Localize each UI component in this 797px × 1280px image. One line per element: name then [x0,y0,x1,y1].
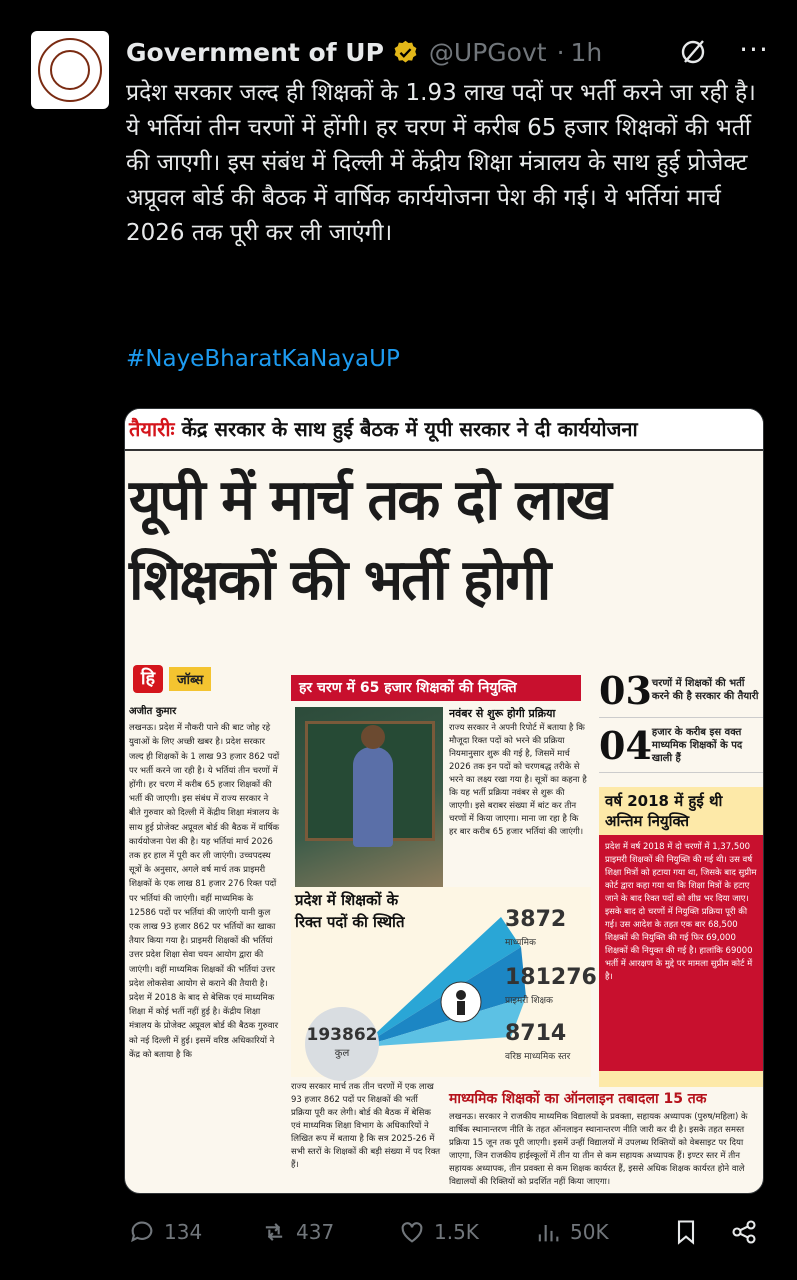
stat-value-senior-secondary: 8714 [505,1021,567,1046]
tweet-text: प्रदेश सरकार जल्द ही शिक्षकों के 1.93 लाख पदों पर भर्ती करने जा रही है। ये भर्तियां तीन चरणों में होंगी। हर चरण में करीब 65 हजार शिक्षकों की भर्ती की जाएगी। इस संबंध में दिल्ली में केंद्रीय शिक्षा मंत्रालय के साथ हुई प्रोजेक्ट अप्रूवल बोर्ड की बैठक में वार्षिक कार्ययोजना पेश की गई। ये भर्तियां मार्च 2026 तक पूरी कर ली जाएंगी। [126,80,756,246]
share-button[interactable] [730,1212,758,1252]
total-label: कुल [334,1048,350,1059]
author-handle[interactable]: @UPGovt [428,37,547,67]
bookmark-button[interactable] [672,1212,700,1252]
like-button[interactable] [398,1212,479,1252]
article-text-1: लखनऊ। प्रदेश में नौकरी पाने की बाट जोह रहे युवाओं के लिए अच्छी खबर है। प्रदेश सरकार जल्द ही शिक्षकों के 1 लाख 93 हजार 862 पदों पर भर्ती करने जा रही है। ये भर्तियां तीन चरणों में होंगी। हर चरण में करीब 65 हजार शिक्षकों की भर्ती की जाएगी। इस संबंध में राज्य सरकार ने बीते गुरुवार को दिल्ली में केंद्रीय शिक्षा मंत्रालय के साथ हुई प्रोजेक्ट अप्रूवल बोर्ड की बैठक में वार्षिक कार्ययोजना पेश की है। यह भर्तियां मार्च 2026 तक हर हाल में पूरी कर ली जाएंगी। उच्चपदस्थ सूत्रों के अनुसार, अगले वर्ष मार्च तक प्राइमरी शिक्षकों के एक लाख 81 हजार 276 रिक्त पदों पर भर्तियां की जाएंगी। वहीं माध्यमिक के 12586 पदों पर भर्तियां की जाएंगी यानी कुल एक लाख 93 हजार 862 पर भर्तियों का खाका तैयार किया गया है। प्राइमरी शिक्षकों की भर्तियां उत्तर प्रदेश शिक्षा सेवा चयन आयोग द्वारा की जाएंगी। वहीं माध्यमिक शिक्षकों की भर्तियां उत्तर प्रदेश लोकसेवा आयोग से कराने की तैयारी है। प्रदेश में 2018 के बाद से बेसिक एवं माध्यमिक शिक्षा में कोई भर्ती नहीं हुई है। केंद्रीय शिक्षा मंत्रालय के प्रोजेक्ट अप्रूवल बोर्ड की बैठक गुरुवार को नई दिल्ली में हुई। इसमें वरिष्ठ अधिकारियों ने केंद्र को बताया है कि [129,723,280,1060]
views-button[interactable] [534,1212,609,1252]
article-column-4: लखनऊ। सरकार ने राजकीय माध्यमिक विद्यालयों के प्रवक्ता, सहायक अध्यापक (पुरुष/महिला) के वार्षिक स्थानान्तरण नीति के तहत ऑनलाइन स्थानान्तरण नीति जारी कर दी है। इसके तहत समस्त प्रक्रिया 15 जून तक पूरी जाएगी। इसमें उन्हीं विद्यालयों में उपलब्ध रिक्तियों को वेबसाइट पर दिया जाएगा, जिन राजकीय हाईस्कूलों में तीन या तीन से कम सहायक अध्यापक हैं। इण्टर स्तर में तीन सहायक अध्यापक, तीन प्रवक्ता से कम शिक्षक कार्यरत हैं, इससे अधिक शिक्षक कार्यरत होने वाले विद्यालयों की रिक्तियों को प्रदर्शित नहीं किया जाएगा। [449,1112,748,1187]
brand-name: जॉब्स [169,667,211,691]
share-icon [730,1218,758,1246]
transfer-heading: माध्यमिक शिक्षकों का ऑनलाइन तबादला 15 तक [449,1091,707,1107]
newspaper-headline [129,461,761,621]
brand-logo: हि [133,665,163,693]
heart-icon [398,1218,426,1246]
side-fact-row [599,718,764,773]
side-facts [599,663,764,773]
stat-label-secondary: माध्यमिक [505,938,536,948]
headline-line-2: शिक्षकों की भर्ती होगी [129,548,550,613]
strap-label: तैयारीः [129,417,175,441]
vacancy-title: प्रदेश में शिक्षकों के रिक्त पदों की स्थिति [295,891,405,931]
column-2-subhead: नवंबर से शुरू होगी प्रक्रिया [449,707,556,720]
up-government-seal-logo [38,38,102,102]
total-vacancy [305,1007,379,1081]
final-appointment-box [599,787,764,1087]
feature-heading: हर चरण में 65 हजार शिक्षकों की नियुक्ति [291,675,581,701]
bookmark-icon [672,1218,700,1246]
hashtag-link[interactable]: #NayeBharatKaNayaUP [126,346,400,372]
headline-line-1: यूपी में मार्च तक दो लाख [129,468,610,533]
stat-value-secondary: 3872 [505,907,567,932]
grok-icon[interactable] [678,37,708,67]
repost-icon [260,1218,288,1246]
timestamp[interactable]: 1h [570,37,603,67]
verified-badge-icon [392,39,419,66]
side-fact-value: 04 [599,722,652,768]
views-chart-icon [534,1218,562,1246]
reply-button[interactable] [128,1212,202,1252]
separator-dot: · [556,37,565,67]
reply-count: 134 [164,1220,203,1244]
vacancy-graphic [291,887,597,1077]
stat-label-senior-secondary: वरिष्ठ माध्यमिक स्तर [505,1052,571,1062]
reply-icon [128,1218,156,1246]
final-appointment-text: प्रदेश में वर्ष 2018 में दो चरणों में 1,37,500 प्राइमरी शिक्षकों की नियुक्ति की गई थी। उस वर्ष शिक्षा मित्रों को हटाया गया था, जिसके बाद सुप्रीम कोर्ट द्वारा कहा गया था कि शिक्षा मित्रों के हटाए जाने के बाद रिक्त पदों को शीघ्र भर दिया जाए। इसके बाद दो चरणों में नियुक्ति प्रक्रिया पूरी की गई। उस आदेश के तहत एक बार 68,500 शिक्षकों की नियुक्ति की गई फिर 69,000 शिक्षकों की नियुक्त की गई है। हालांकि 69000 भर्ती में आरक्षण के मुद्दे पर मामला सुप्रीम कोर्ट में है। [599,835,764,1071]
avatar[interactable] [31,31,109,109]
final-appointment-title: वर्ष 2018 में हुई थी अन्तिम नियुक्ति [605,792,723,830]
side-fact-text: चरणों में शिक्षकों की भर्ती करने की है सरकार की तैयारी [651,678,759,702]
newspaper-brand [133,663,283,695]
side-fact-text: हजार के करीब इस वक्त माध्यमिक शिक्षकों के पद खाली हैं [651,726,743,764]
side-fact-row [599,663,764,718]
stat-value-primary: 181276 [505,965,597,990]
tweet-image[interactable] [124,408,764,1194]
more-options-icon[interactable]: ··· [739,33,769,66]
strap-text: केंद्र सरकार के साथ हुई बैठक में यूपी सरकार ने दी कार्ययोजना [181,417,638,441]
author-name[interactable]: Government of UP [126,37,384,67]
repost-count: 437 [296,1220,335,1244]
views-count: 50K [570,1220,609,1244]
article-column-3: राज्य सरकार मार्च तक तीन चरणों में एक लाख 93 हजार 862 पदों पर शिक्षकों की भर्ती प्रक्रिया पूरी कर लेगी। बोर्ड की बैठक में बेसिक एवं माध्यमिक शिक्षा विभाग के अधिकारियों ने लिखित रूप में बताया है कि सत्र 2025-26 में सभी स्तरों के शिक्षकों की बड़ी संख्या में पद रिक्त हैं। [291,1082,441,1170]
like-count: 1.5K [434,1220,479,1244]
byline: अजीत कुमार [129,706,177,717]
repost-button[interactable] [260,1212,334,1252]
newspaper-strap [125,409,764,451]
tweet-header [126,33,776,71]
article-text-2: राज्य सरकार ने अपनी रिपोर्ट में बताया है कि मौजूदा रिक्त पदों को भरने की प्रक्रिया नियमानुसार शुरू की गई है, जिसमें मार्च 2026 तक इन पदों को चरणबद्ध तरीके से भरने का लक्ष्य रखा गया है। सूत्रों का कहना है कि यह भर्ती प्रक्रिया नवंबर से शुरू की जाएगी। इसे बराबर संख्या में बांट कर तीन चरणों में किया जाएगा। माना जा रहा है कि हर बार करीब 65 हजार भर्तियां की जाएंगी। [449,723,587,837]
stat-label-primary: प्राइमरी शिक्षक [505,996,553,1006]
total-value: 193862 [306,1025,378,1045]
action-bar [124,1212,774,1252]
side-fact-value: 03 [599,667,652,713]
article-column-2 [449,707,589,877]
article-column-1 [129,705,281,1194]
